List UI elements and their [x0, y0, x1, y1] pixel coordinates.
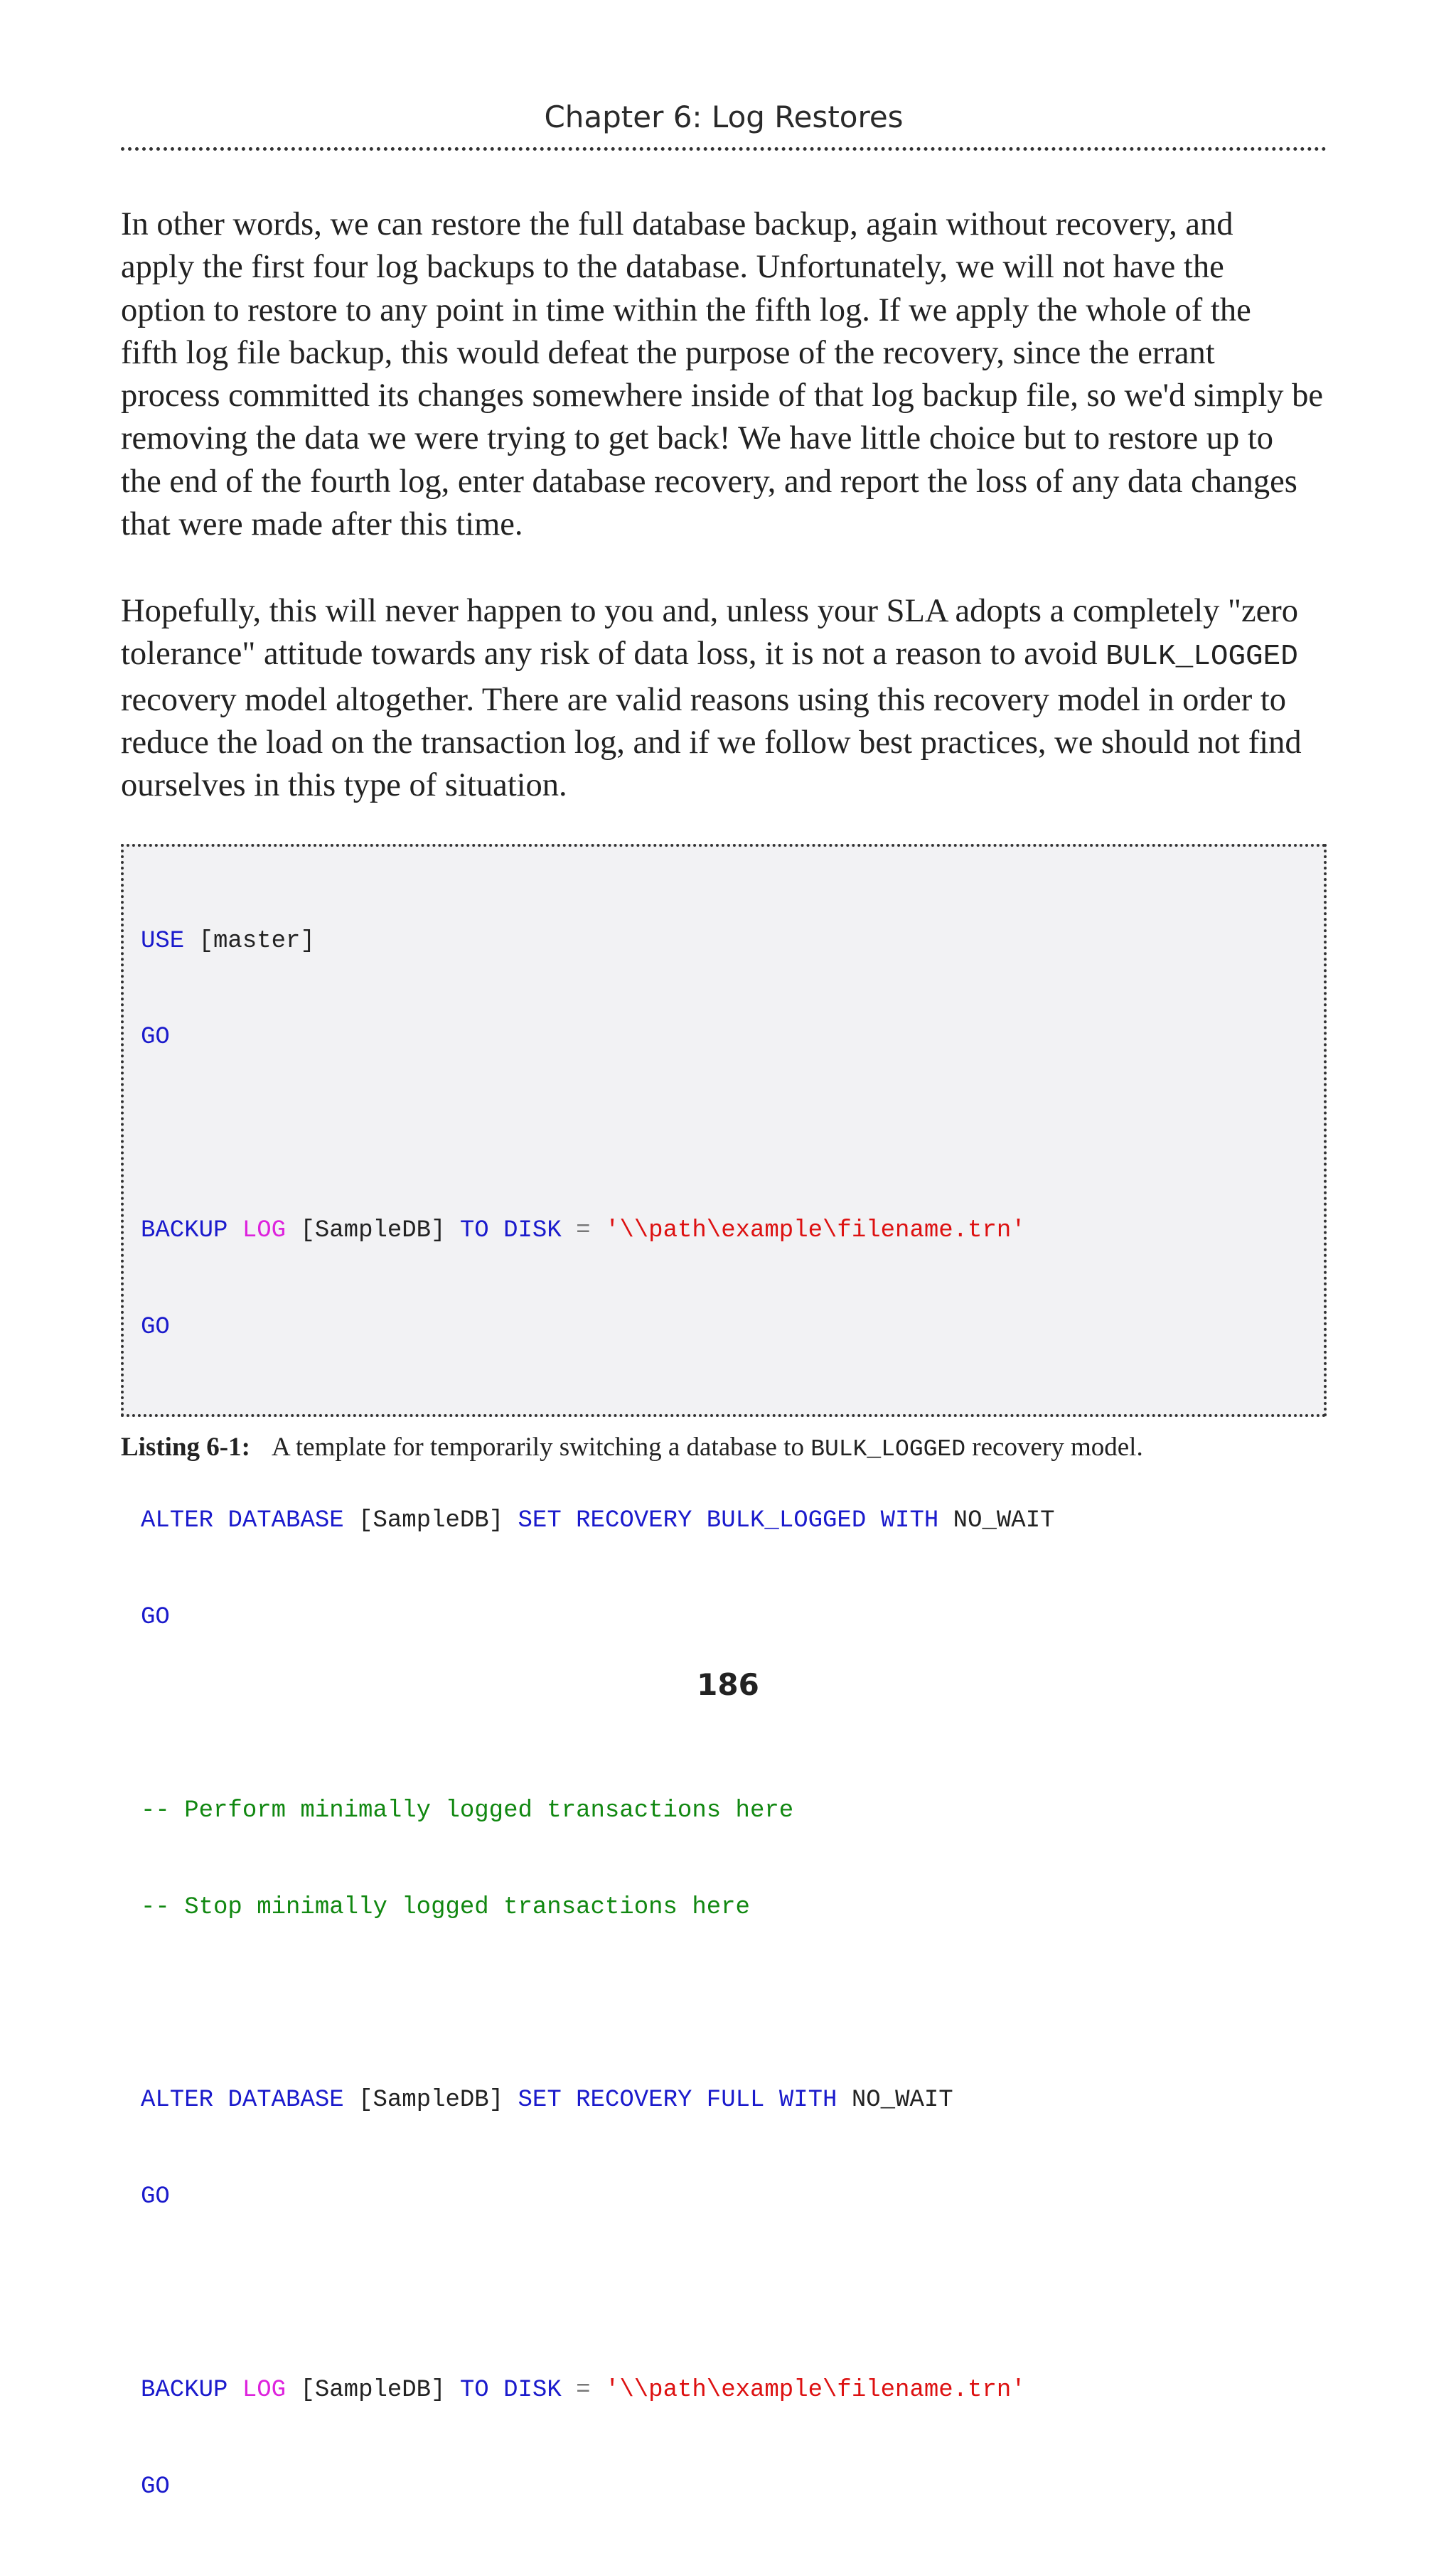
caption-label: Listing 6-1: [121, 1433, 250, 1462]
code-keyword: TO [459, 1217, 489, 1245]
code-operator: = [576, 2376, 591, 2404]
code-keyword: FULL [706, 2087, 765, 2114]
code-line-blank [141, 1118, 1055, 1150]
listing-caption [121, 1430, 1329, 1467]
code-identifier: [SampleDB] [300, 1217, 446, 1245]
code-keyword: WITH [880, 1507, 939, 1534]
code-keyword: WITH [778, 2087, 837, 2114]
code-line [141, 1795, 1055, 1827]
code-keyword: GO [141, 1024, 170, 1052]
code-keyword: SET [518, 2087, 562, 2114]
code-line-blank [141, 1988, 1055, 2020]
code-line [141, 2085, 1055, 2117]
caption-code: BULK_LOGGED [810, 1436, 966, 1462]
paragraph-line: removing the data we were trying to get back! We have little choice but to restore up to [121, 420, 1274, 457]
paragraph-line: fifth log file backup, this would defeat the purpose of the recovery, since the errant [121, 334, 1215, 371]
paragraph-line [121, 633, 1329, 678]
code-line [141, 2181, 1055, 2213]
code-comment: -- Perform minimally logged transactions here [141, 1797, 794, 1824]
code-identifier: NO_WAIT [851, 2087, 953, 2114]
code-line [141, 1602, 1055, 1634]
body-paragraph-1 [121, 203, 1329, 546]
paragraph-line: recovery model altogether. There are valid reasons using this recovery model in order to [121, 681, 1286, 718]
code-keyword: BACKUP [141, 1217, 228, 1245]
code-identifier: [SampleDB] [300, 2376, 446, 2404]
paragraph-line: that were made after this time. [121, 506, 523, 543]
code-comment: -- Stop minimally logged transactions here [141, 1893, 750, 1921]
paragraph-line: option to restore to any point in time within the fifth log. If we apply the whole of the [121, 291, 1251, 328]
code-keyword: GO [141, 2473, 170, 2500]
paragraph-line: In other words, we can restore the full database backup, again without recovery, and [121, 206, 1233, 242]
code-identifier: NO_WAIT [953, 1507, 1055, 1534]
code-identifier: [SampleDB] [358, 1507, 504, 1534]
code-line [141, 1892, 1055, 1924]
code-line-blank [141, 2278, 1055, 2310]
code-line [141, 1022, 1055, 1054]
code-keyword: ALTER [141, 2087, 214, 2114]
code-keyword: USE [141, 927, 185, 955]
code-keyword: DISK [503, 2376, 562, 2404]
code-block [141, 861, 1055, 2568]
code-identifier: [master] [198, 927, 315, 955]
code-keyword: BULK_LOGGED [706, 1507, 867, 1534]
paragraph-line: process committed its changes somewhere inside of that log backup file, so we'd simply be [121, 378, 1324, 414]
code-keyword: SET [518, 1507, 562, 1534]
inline-code: BULK_LOGGED [1106, 641, 1298, 674]
paragraph-text: tolerance" attitude towards any risk of data loss, it is not a reason to avoid [121, 636, 1106, 673]
paragraph-line: Hopefully, this will never happen to you and, unless your SLA adopts a completely "zero [121, 593, 1299, 629]
chapter-title: Chapter 6: Log Restores [544, 100, 904, 134]
paragraph-line: the end of the fourth log, enter database recovery, and report the loss of any data changes [121, 463, 1297, 500]
code-operator: = [576, 1217, 591, 1245]
code-line [141, 2471, 1055, 2503]
code-keyword: GO [141, 2183, 170, 2211]
paragraph-line: apply the first four log backups to the database. Unfortunately, we will not have the [121, 249, 1224, 286]
code-keyword: GO [141, 1603, 170, 1631]
code-line [141, 1215, 1055, 1247]
code-function: LOG [242, 1217, 287, 1245]
code-keyword: ALTER [141, 1507, 214, 1534]
code-keyword: DATABASE [228, 1507, 344, 1534]
code-keyword: TO [459, 2376, 489, 2404]
code-identifier: [SampleDB] [358, 2087, 504, 2114]
body-paragraph-2 [121, 590, 1329, 807]
code-string: '\\path\example\filename.trn' [604, 2376, 1026, 2404]
code-keyword: BACKUP [141, 2376, 228, 2404]
code-keyword: RECOVERY [576, 2087, 692, 2114]
code-line [141, 1312, 1055, 1344]
code-keyword: DISK [503, 1217, 562, 1245]
code-function: LOG [242, 2376, 287, 2404]
paragraph-line: reduce the load on the transaction log, and if we follow best practices, we should not find [121, 724, 1302, 761]
code-line [141, 2375, 1055, 2407]
paragraph-line: ourselves in this type of situation. [121, 767, 567, 804]
code-string: '\\path\example\filename.trn' [604, 1217, 1026, 1245]
code-line [141, 1505, 1055, 1537]
code-line [141, 926, 1055, 958]
caption-text: A template for temporarily switching a database to [271, 1433, 811, 1462]
page-number: 186 [697, 1667, 759, 1702]
code-keyword: RECOVERY [576, 1507, 692, 1534]
running-header [121, 95, 1327, 151]
caption-text: recovery model. [965, 1433, 1143, 1462]
code-keyword: DATABASE [228, 2087, 344, 2114]
code-keyword: GO [141, 1314, 170, 1342]
